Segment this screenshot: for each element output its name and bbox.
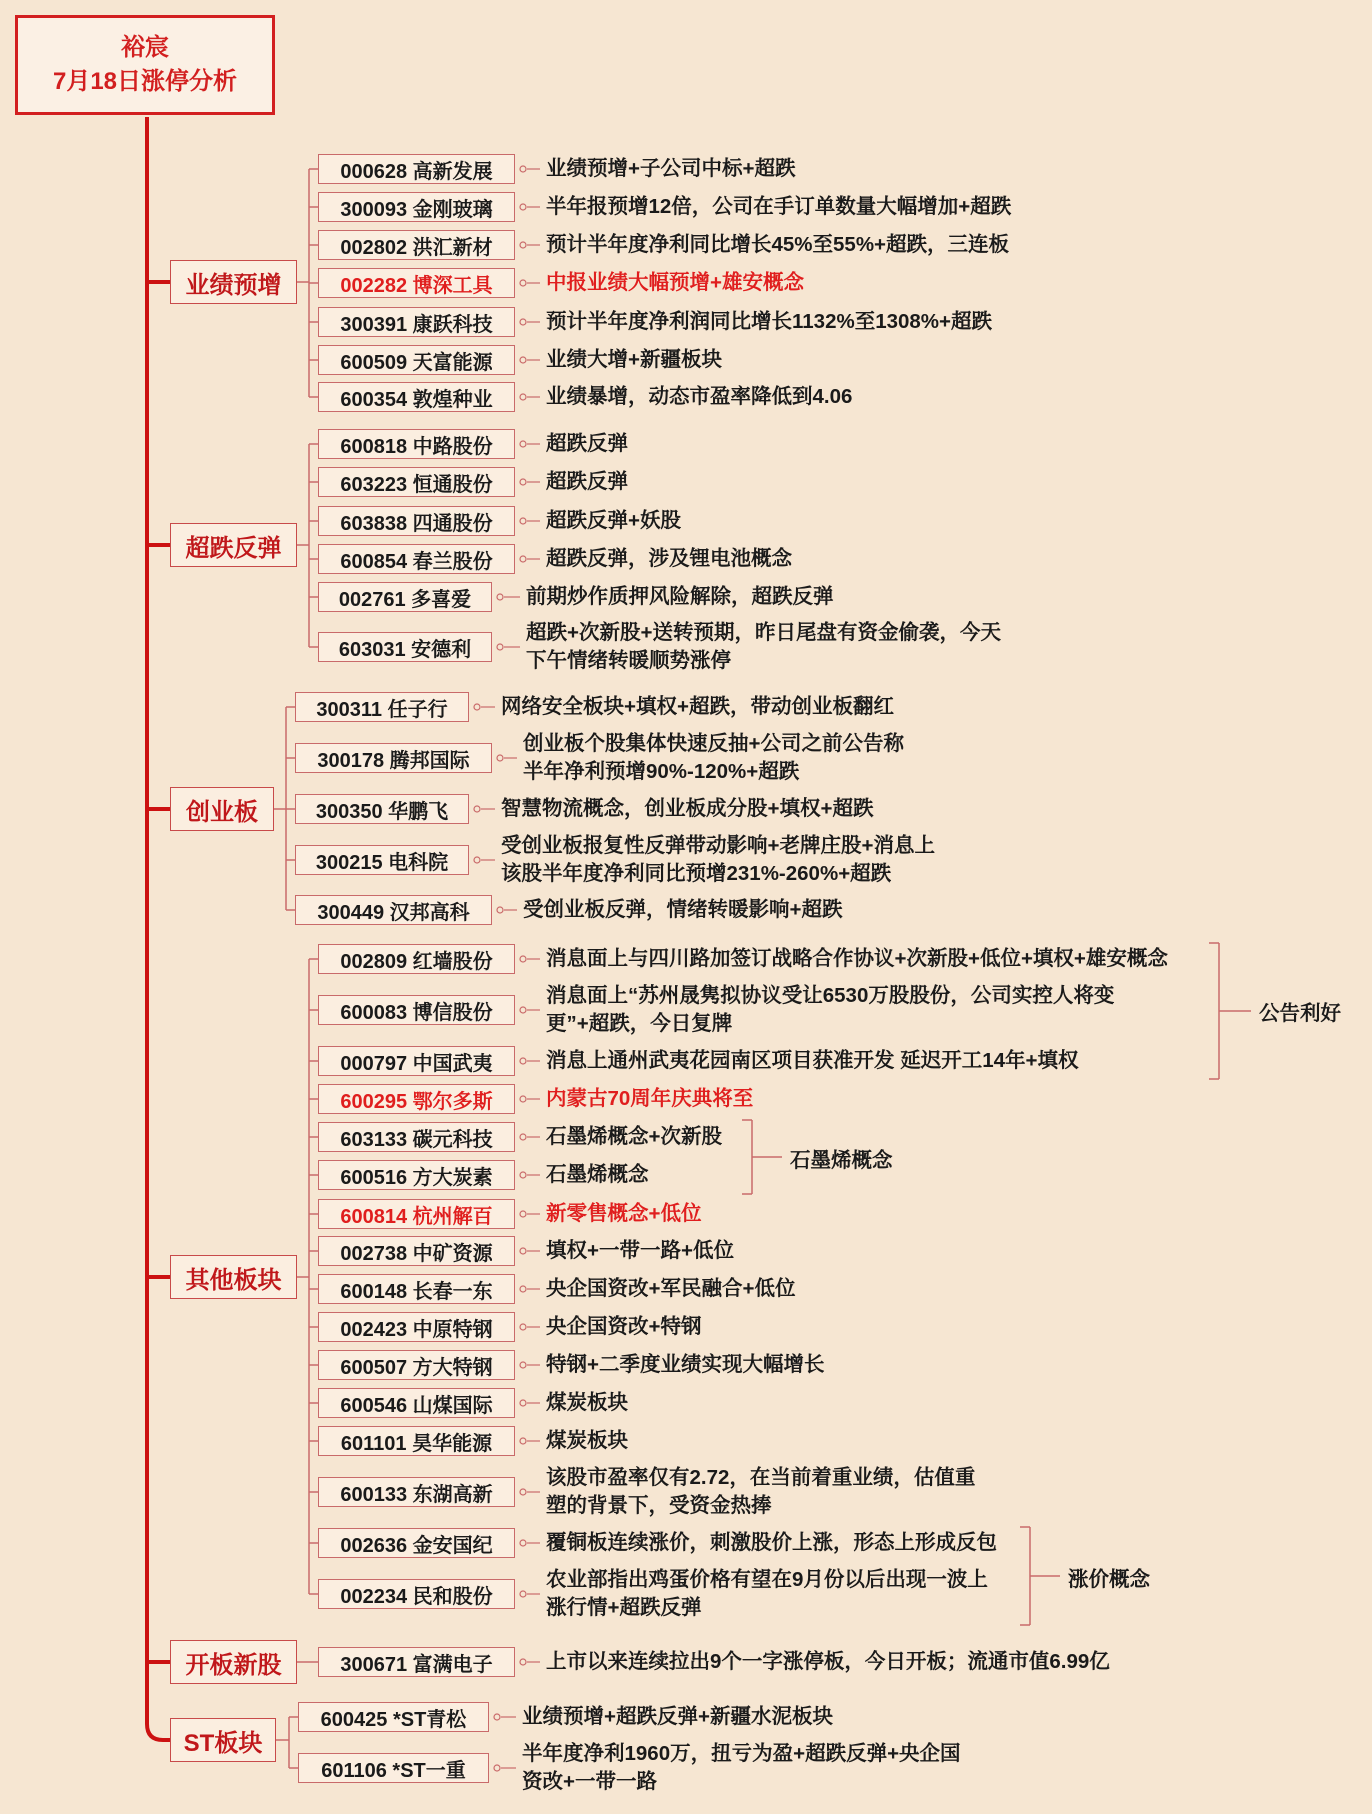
stock-node: 002423 中原特钢 <box>318 1312 515 1342</box>
description-line: 央企国资改+军民融合+低位 <box>546 1277 796 1300</box>
stock-connector-dot <box>520 518 526 524</box>
stock-description <box>546 430 628 458</box>
stock-connector-dot <box>520 280 526 286</box>
stock-description <box>522 1703 833 1731</box>
stock-node: 603223 恒通股份 <box>318 467 515 497</box>
stock-description <box>546 1464 975 1520</box>
stock-connector-dot <box>520 357 526 363</box>
stock-node: 600818 中路股份 <box>318 429 515 459</box>
category-connector <box>147 1724 170 1740</box>
stock-node: 600854 春兰股份 <box>318 544 515 574</box>
description-line: 上市以来连续拉出9个一字涨停板，今日开板；流通市值6.99亿 <box>546 1650 1110 1673</box>
description-line: 业绩暴增，动态市盈率降低到4.06 <box>546 385 853 408</box>
stock-node: 601101 昊华能源 <box>318 1426 515 1456</box>
stock-node: 300178 腾邦国际 <box>295 743 492 773</box>
description-line: 内蒙古70周年庆典将至 <box>546 1087 754 1110</box>
description-line: 预计半年度净利润同比增长1132%至1308%+超跌 <box>546 310 993 333</box>
stock-connector-dot <box>520 1096 526 1102</box>
stock-description <box>546 1047 1078 1075</box>
group-label: 公告利好 <box>1259 1002 1341 1025</box>
stock-description <box>546 346 722 374</box>
root-author: 裕宸 <box>121 34 169 61</box>
description-line: 业绩预增+超跌反弹+新疆水泥板块 <box>522 1705 833 1728</box>
category-node: 超跌反弹 <box>170 523 297 567</box>
root-title: 7月18日涨停分析 <box>52 68 238 95</box>
stock-connector-dot <box>474 806 480 812</box>
stock-connector-dot <box>520 1058 526 1064</box>
root-node <box>15 15 275 115</box>
stock-description <box>546 193 1011 221</box>
stock-node: 300449 汉邦高科 <box>295 895 492 925</box>
stock-node: 600509 天富能源 <box>318 345 515 375</box>
stock-connector-dot <box>520 1489 526 1495</box>
description-line: 塑的背景下，受资金热捧 <box>546 1494 772 1517</box>
stock-connector-dot <box>520 1540 526 1546</box>
stock-node: 000628 高新发展 <box>318 154 515 184</box>
stock-description <box>501 693 894 721</box>
stock-description <box>546 1123 722 1151</box>
stock-description <box>523 730 904 786</box>
stock-description <box>546 1237 734 1265</box>
stock-node: 601106 *ST一重 <box>298 1753 489 1783</box>
stock-description <box>546 155 795 183</box>
group-label: 石墨烯概念 <box>790 1149 893 1172</box>
stock-connector-dot <box>520 956 526 962</box>
description-line: 央企国资改+特钢 <box>546 1315 702 1338</box>
description-line: 更”+超跌，今日复牌 <box>546 1012 733 1035</box>
description-line: 下午情绪转暖顺势涨停 <box>526 649 731 672</box>
stock-description <box>546 982 1114 1038</box>
description-line: 超跌反弹+妖股 <box>546 509 681 532</box>
stock-node: 002738 中矿资源 <box>318 1236 515 1266</box>
stock-description <box>546 1427 628 1455</box>
description-line: 预计半年度净利同比增长45%至55%+超跌，三连板 <box>546 233 1010 256</box>
stock-node: 600133 东湖高新 <box>318 1477 515 1507</box>
description-line: 覆铜板连续涨价，刺激股价上涨，形态上形成反包 <box>546 1531 997 1554</box>
stock-description <box>501 795 873 823</box>
stock-node: 300311 任子行 <box>295 692 469 722</box>
stock-node: 600083 博信股份 <box>318 995 515 1025</box>
stock-connector-dot <box>520 1659 526 1665</box>
stock-node: 002809 红墙股份 <box>318 944 515 974</box>
description-line: 石墨烯概念 <box>546 1163 649 1186</box>
description-line: 资改+一带一路 <box>522 1770 657 1793</box>
description-line: 半年报预增12倍，公司在手订单数量大幅增加+超跌 <box>546 195 1012 218</box>
description-line: 超跌+次新股+送转预期，昨日尾盘有资金偷袭，今天 <box>526 621 1001 644</box>
stock-node: 002282 博深工具 <box>318 268 515 298</box>
stock-description <box>546 945 1168 973</box>
stock-connector-dot <box>520 394 526 400</box>
description-line: 该股半年度净利同比预增231%-260%+超跌 <box>501 862 892 885</box>
stock-connector-dot <box>520 1286 526 1292</box>
stock-connector-dot <box>520 319 526 325</box>
description-line: 半年度净利1960万，扭亏为盈+超跌反弹+央企国 <box>522 1742 961 1765</box>
stock-description <box>523 896 842 924</box>
stock-description <box>546 1313 701 1341</box>
stock-node: 603838 四通股份 <box>318 506 515 536</box>
description-line: 业绩预增+子公司中标+超跌 <box>546 157 796 180</box>
stock-connector-dot <box>520 1438 526 1444</box>
stock-connector-dot <box>474 704 480 710</box>
stock-description <box>526 619 1001 675</box>
stock-connector-dot <box>520 1324 526 1330</box>
stock-node: 600814 杭州解百 <box>318 1199 515 1229</box>
stock-connector-dot <box>497 907 503 913</box>
stock-description <box>546 545 792 573</box>
category-node: 业绩预增 <box>170 260 297 304</box>
stock-connector-dot <box>520 242 526 248</box>
stock-node: 300093 金刚玻璃 <box>318 192 515 222</box>
stock-connector-dot <box>520 1007 526 1013</box>
description-line: 煤炭板块 <box>546 1429 628 1452</box>
description-line: 受创业板报复性反弹带动影响+老牌庄股+消息上 <box>501 834 935 857</box>
stock-connector-dot <box>520 1134 526 1140</box>
description-line: 超跌反弹 <box>546 470 628 493</box>
stock-description <box>522 1740 961 1796</box>
description-line: 农业部指出鸡蛋价格有望在9月份以后出现一波上 <box>546 1568 988 1591</box>
stock-connector-dot <box>520 166 526 172</box>
stock-node: 300671 富满电子 <box>318 1647 515 1677</box>
stock-node: 002234 民和股份 <box>318 1579 515 1609</box>
description-line: 特钢+二季度业绩实现大幅增长 <box>546 1353 825 1376</box>
stock-connector-dot <box>520 556 526 562</box>
description-line: 新零售概念+低位 <box>546 1202 702 1225</box>
description-line: 中报业绩大幅预增+雄安概念 <box>546 271 804 294</box>
group-label: 涨价概念 <box>1068 1568 1150 1591</box>
description-line: 煤炭板块 <box>546 1391 628 1414</box>
category-node: 其他板块 <box>170 1255 297 1299</box>
stock-node: 600295 鄂尔多斯 <box>318 1084 515 1114</box>
stock-description <box>546 1529 997 1557</box>
stock-description <box>546 507 681 535</box>
stock-node: 603133 碳元科技 <box>318 1122 515 1152</box>
description-line: 智慧物流概念，创业板成分股+填权+超跌 <box>501 797 874 820</box>
stock-connector-dot <box>520 1400 526 1406</box>
stock-node: 300391 康跃科技 <box>318 307 515 337</box>
stock-connector-dot <box>520 479 526 485</box>
stock-description <box>501 832 935 888</box>
stock-node: 000797 中国武夷 <box>318 1046 515 1076</box>
stock-description <box>546 1200 701 1228</box>
stock-connector-dot <box>494 1714 500 1720</box>
description-line: 消息面上与四川路加签订战略合作协议+次新股+低位+填权+雄安概念 <box>546 947 1168 970</box>
description-line: 受创业板反弹，情绪转暖影响+超跌 <box>523 898 843 921</box>
stock-description <box>546 308 992 336</box>
stock-node: 300215 电科院 <box>295 845 469 875</box>
stock-description <box>546 269 804 297</box>
stock-node: 002802 洪汇新材 <box>318 230 515 260</box>
stock-node: 600546 山煤国际 <box>318 1388 515 1418</box>
stock-description <box>546 1566 988 1622</box>
stock-description <box>546 1351 824 1379</box>
description-line: 涨行情+超跌反弹 <box>546 1596 702 1619</box>
stock-connector-dot <box>494 1765 500 1771</box>
stock-description <box>546 468 628 496</box>
stock-connector-dot <box>474 857 480 863</box>
stock-connector-dot <box>520 1172 526 1178</box>
stock-node: 002636 金安国纪 <box>318 1528 515 1558</box>
stock-connector-dot <box>520 1211 526 1217</box>
stock-description <box>546 1648 1110 1676</box>
category-node: ST板块 <box>170 1718 276 1762</box>
category-node: 开板新股 <box>170 1640 297 1684</box>
description-line: 消息面上“苏州晟隽拟协议受让6530万股股份，公司实控人将变 <box>546 984 1115 1007</box>
stock-description <box>546 1161 649 1189</box>
stock-connector-dot <box>520 1362 526 1368</box>
stock-description <box>546 1275 795 1303</box>
description-line: 石墨烯概念+次新股 <box>546 1125 722 1148</box>
stock-description <box>546 231 1009 259</box>
stock-node: 300350 华鹏飞 <box>295 794 469 824</box>
stock-connector-dot <box>497 755 503 761</box>
description-line: 业绩大增+新疆板块 <box>546 348 722 371</box>
description-line: 创业板个股集体快速反抽+公司之前公告称 <box>523 732 904 755</box>
description-line: 半年净利预增90%-120%+超跌 <box>523 760 800 783</box>
stock-node: 600507 方大特钢 <box>318 1350 515 1380</box>
stock-description <box>546 383 852 411</box>
stock-description <box>546 1389 628 1417</box>
stock-node: 600148 长春一东 <box>318 1274 515 1304</box>
description-line: 填权+一带一路+低位 <box>546 1239 734 1262</box>
stock-node: 600354 敦煌种业 <box>318 382 515 412</box>
category-node: 创业板 <box>170 787 274 831</box>
description-line: 超跌反弹 <box>546 432 628 455</box>
description-line: 消息上通州武夷花园南区项目获准开发 延迟开工14年+填权 <box>546 1049 1079 1072</box>
stock-connector-dot <box>520 204 526 210</box>
stock-connector-dot <box>520 1248 526 1254</box>
description-line: 该股市盈率仅有2.72，在当前着重业绩，估值重 <box>546 1466 976 1489</box>
stock-connector-dot <box>520 1591 526 1597</box>
stock-connector-dot <box>520 441 526 447</box>
stock-node: 002761 多喜爱 <box>318 582 492 612</box>
description-line: 超跌反弹，涉及锂电池概念 <box>546 547 792 570</box>
stock-connector-dot <box>497 644 503 650</box>
description-line: 前期炒作质押风险解除，超跌反弹 <box>526 585 834 608</box>
stock-node: 603031 安德利 <box>318 632 492 662</box>
stock-connector-dot <box>497 594 503 600</box>
stock-description <box>526 583 834 611</box>
description-line: 网络安全板块+填权+超跌，带动创业板翻红 <box>501 695 894 718</box>
stock-node: 600425 *ST青松 <box>298 1702 489 1732</box>
stock-node: 600516 方大炭素 <box>318 1160 515 1190</box>
stock-description <box>546 1085 753 1113</box>
